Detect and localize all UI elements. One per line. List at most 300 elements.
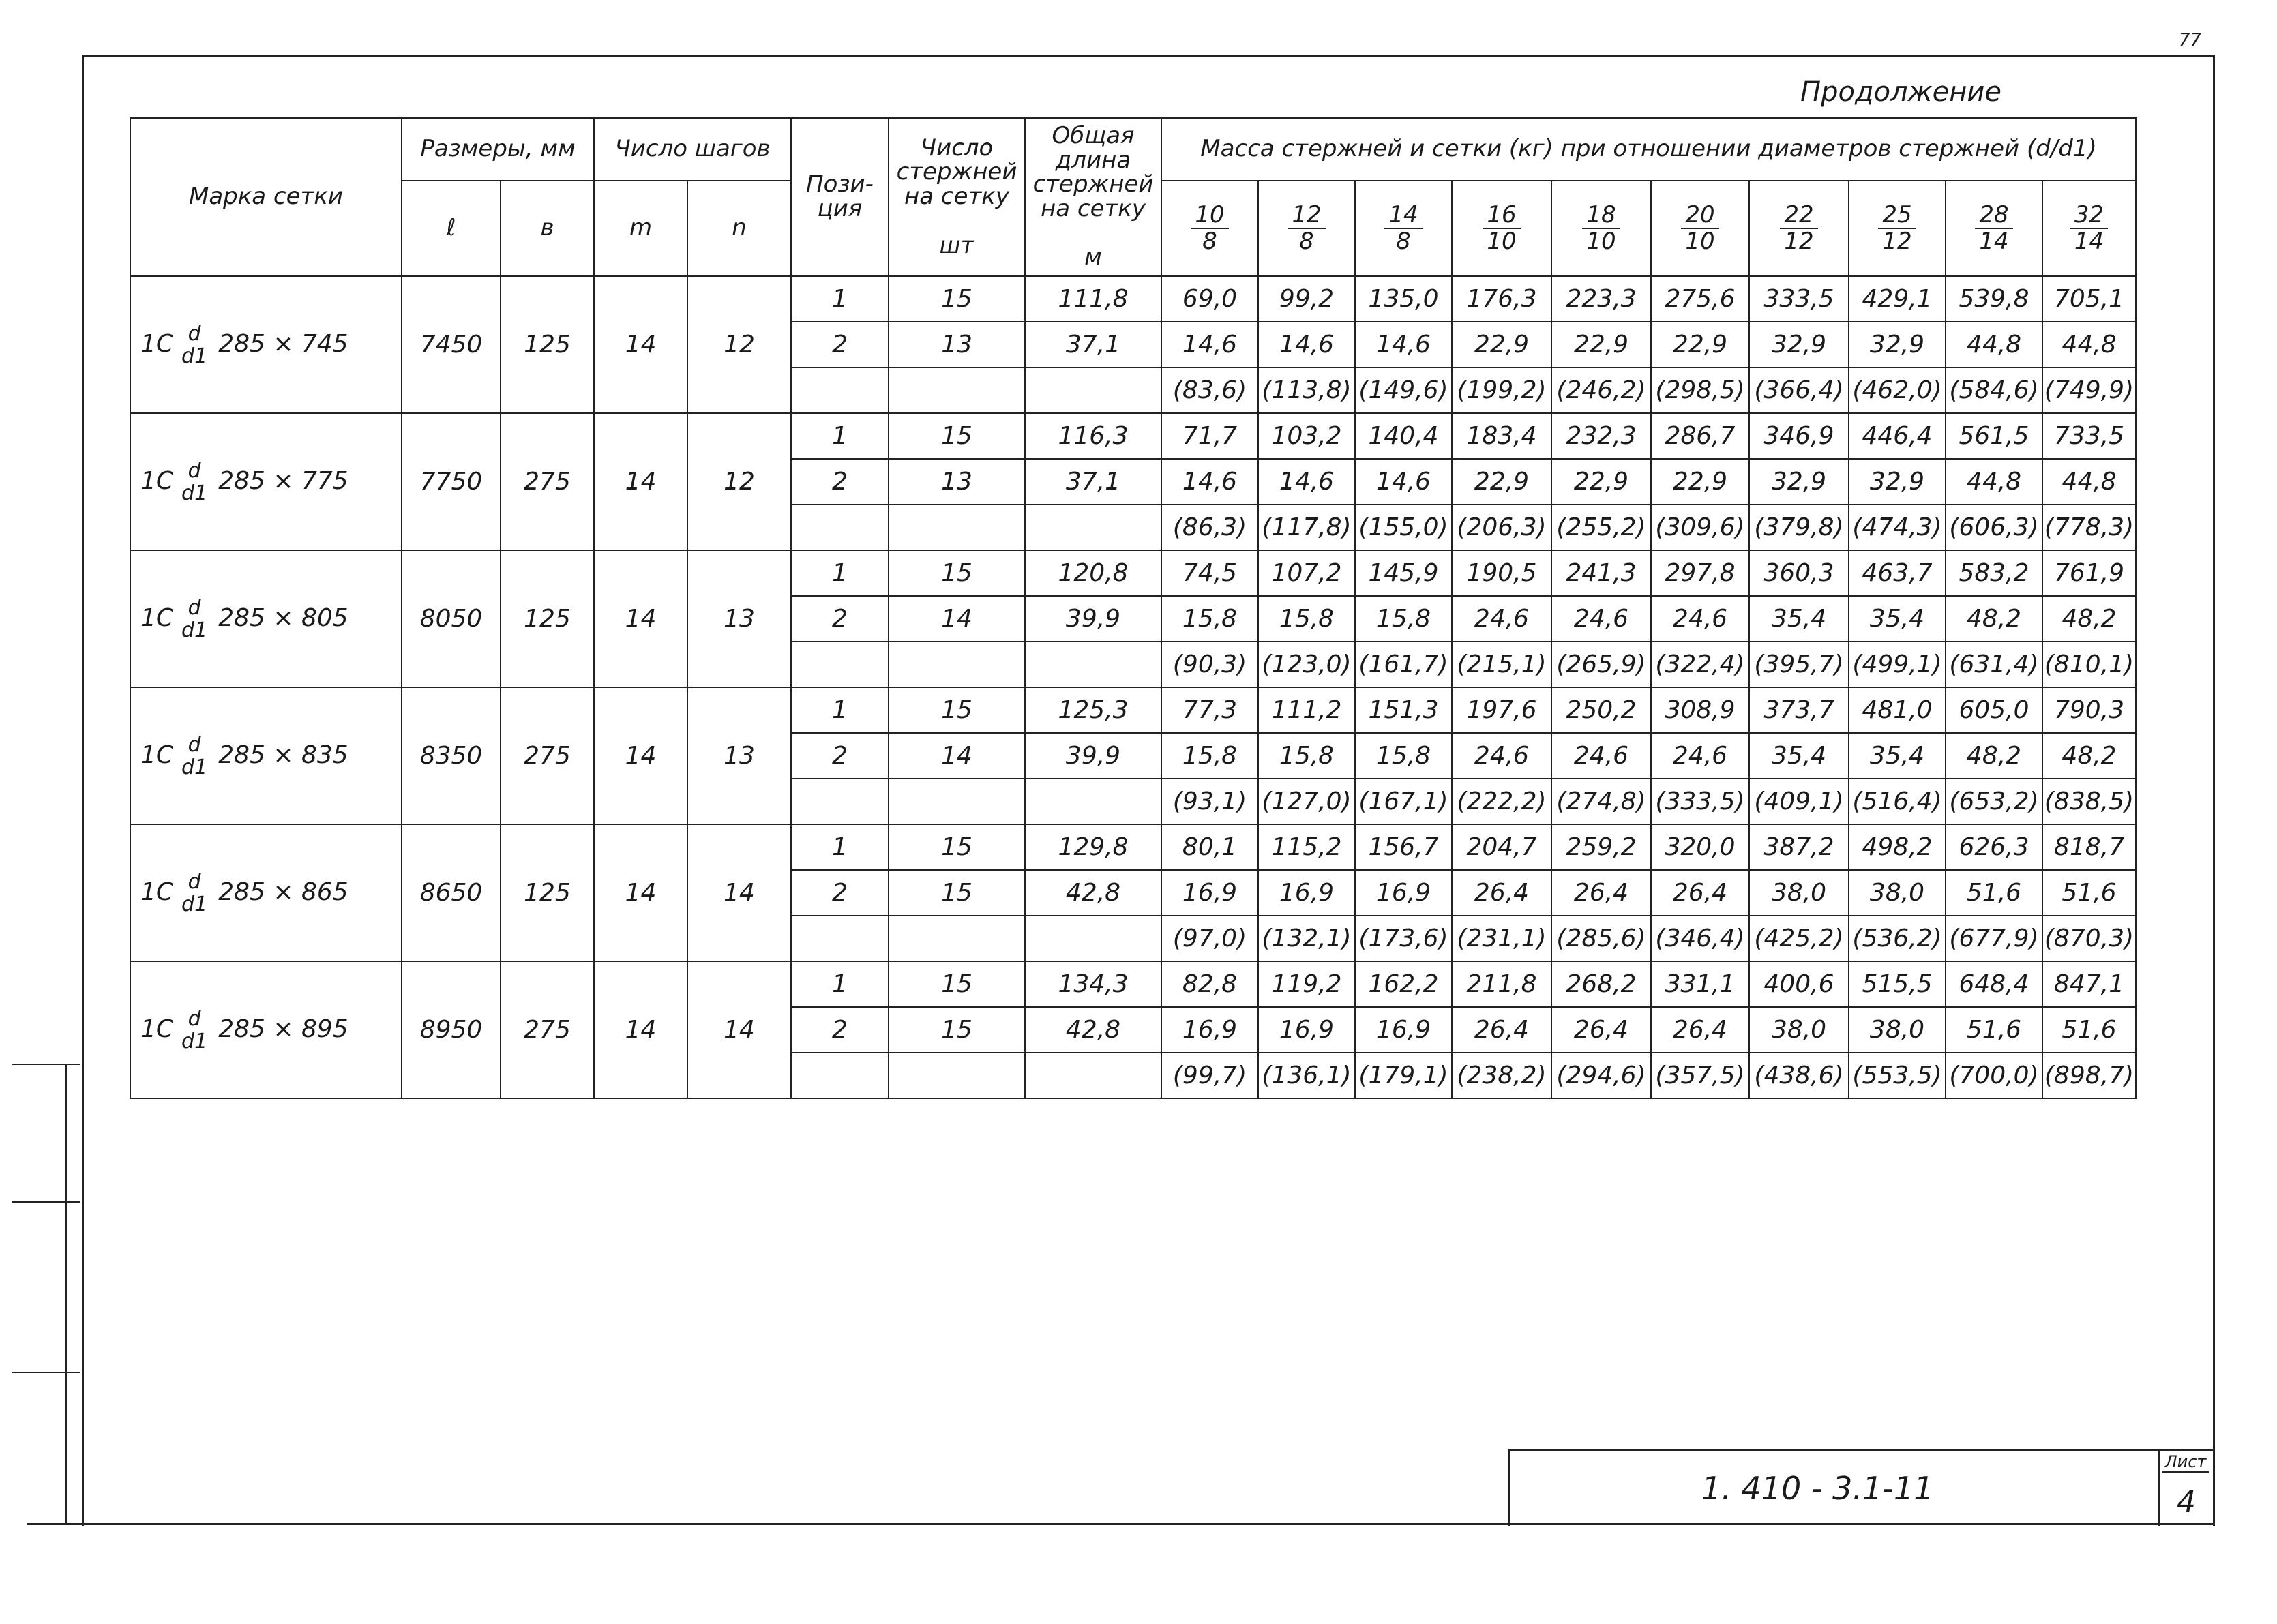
header-rods-unit: шт: [939, 231, 974, 259]
total-mass-cell: (113,8): [1258, 367, 1355, 413]
mass-cell: 320,0: [1651, 824, 1749, 870]
mass-cell: 38,0: [1849, 1007, 1946, 1053]
mass-cell: 297,8: [1651, 550, 1749, 596]
mass-cell: 481,0: [1849, 687, 1946, 733]
mass-cell: 14,6: [1161, 459, 1258, 505]
total-mass-cell: (199,2): [1452, 367, 1551, 413]
diameter-fraction: [177, 871, 211, 916]
table-row: [130, 961, 2136, 1007]
length-cell: 111,8: [1025, 276, 1161, 322]
total-mass-cell: (285,6): [1551, 916, 1651, 961]
ratio-fraction: [1582, 202, 1620, 255]
rods-count-cell: 15: [889, 550, 1025, 596]
total-mass-cell: (173,6): [1355, 916, 1452, 961]
position-cell: 2: [791, 1007, 889, 1053]
rods-count-cell: 14: [889, 733, 1025, 779]
mesh-mark: [130, 824, 402, 961]
length-cell: 42,8: [1025, 870, 1161, 916]
total-mass-cell: (536,2): [1849, 916, 1946, 961]
mesh-n: 12: [687, 276, 791, 413]
ratio-fraction: [1288, 202, 1325, 255]
mass-cell: 308,9: [1651, 687, 1749, 733]
mass-cell: 32,9: [1749, 322, 1849, 367]
mesh-l: 7750: [402, 413, 501, 550]
diameter-d1: d1: [181, 1029, 208, 1053]
header-ratio-9: [2042, 181, 2136, 276]
mass-cell: 14,6: [1258, 322, 1355, 367]
total-mass-cell: (132,1): [1258, 916, 1355, 961]
position-cell: 2: [791, 733, 889, 779]
mass-cell: 26,4: [1452, 870, 1551, 916]
mass-cell: 162,2: [1355, 961, 1452, 1007]
mass-cell: 135,0: [1355, 276, 1452, 322]
mass-cell: 626,3: [1946, 824, 2042, 870]
total-mass-cell: (255,2): [1551, 505, 1651, 550]
mesh-prefix: 1С: [140, 329, 174, 358]
mass-cell: 51,6: [2042, 1007, 2136, 1053]
table-row: [130, 687, 2136, 733]
mesh-mark: [130, 687, 402, 824]
ratio-denominator: 10: [1586, 228, 1616, 255]
mesh-b: 125: [501, 276, 594, 413]
ratio-fraction: [1191, 202, 1228, 255]
total-mass-cell: (215,1): [1452, 642, 1551, 687]
length-cell: 129,8: [1025, 824, 1161, 870]
mesh-mark: [130, 276, 402, 413]
mass-cell: 373,7: [1749, 687, 1849, 733]
mass-cell: 15,8: [1258, 596, 1355, 642]
header-ratio-8: [1946, 181, 2042, 276]
mass-cell: 268,2: [1551, 961, 1651, 1007]
mass-cell: 15,8: [1355, 596, 1452, 642]
total-mass-cell: (810,1): [2042, 642, 2136, 687]
mass-cell: 35,4: [1749, 733, 1849, 779]
side-strip-segment: [12, 1201, 80, 1203]
diameter-d: d: [188, 458, 201, 483]
mesh-dims: 285 × 895: [218, 1014, 348, 1043]
mass-cell: 463,7: [1849, 550, 1946, 596]
side-strip-segment: [12, 1372, 80, 1373]
total-mass-cell: (136,1): [1258, 1053, 1355, 1098]
position-cell: 2: [791, 870, 889, 916]
mass-cell: 331,1: [1651, 961, 1749, 1007]
total-mass-cell: (99,7): [1161, 1053, 1258, 1098]
rods-count-cell: 15: [889, 870, 1025, 916]
mass-cell: 204,7: [1452, 824, 1551, 870]
diameter-fraction: [177, 734, 211, 779]
ratio-numerator: 10: [1191, 202, 1228, 229]
mass-cell: 44,8: [2042, 459, 2136, 505]
empty-cell: [889, 916, 1025, 961]
ratio-denominator: 10: [1487, 228, 1517, 255]
ratio-numerator: 25: [1878, 202, 1916, 229]
sheet-box: [2158, 1451, 2213, 1526]
total-mass-cell: (206,3): [1452, 505, 1551, 550]
total-mass-cell: (309,6): [1651, 505, 1749, 550]
drawing-code: 1. 410 - 3.1-11: [1701, 1470, 1934, 1507]
mass-cell: 26,4: [1551, 1007, 1651, 1053]
mass-cell: 259,2: [1551, 824, 1651, 870]
mass-cell: 119,2: [1258, 961, 1355, 1007]
total-mass-cell: (631,4): [1946, 642, 2042, 687]
total-mass-cell: (499,1): [1849, 642, 1946, 687]
mesh-prefix: 1С: [140, 603, 174, 632]
ratio-numerator: 14: [1384, 202, 1422, 229]
mesh-l: 8650: [402, 824, 501, 961]
total-mass-cell: (90,3): [1161, 642, 1258, 687]
ratio-numerator: 16: [1483, 202, 1520, 229]
mesh-b: 125: [501, 550, 594, 687]
empty-cell: [1025, 916, 1161, 961]
total-mass-cell: (127,0): [1258, 779, 1355, 824]
mesh-n: 14: [687, 961, 791, 1098]
diameter-d1: d1: [181, 892, 208, 916]
mass-cell: 818,7: [2042, 824, 2136, 870]
ratio-numerator: 18: [1582, 202, 1620, 229]
mass-cell: 705,1: [2042, 276, 2136, 322]
total-mass-cell: (97,0): [1161, 916, 1258, 961]
rods-count-cell: 13: [889, 322, 1025, 367]
mass-cell: 48,2: [2042, 733, 2136, 779]
mass-cell: 176,3: [1452, 276, 1551, 322]
empty-cell: [791, 916, 889, 961]
mass-cell: 605,0: [1946, 687, 2042, 733]
mass-cell: 183,4: [1452, 413, 1551, 459]
mass-cell: 346,9: [1749, 413, 1849, 459]
mass-cell: 32,9: [1849, 459, 1946, 505]
length-cell: 125,3: [1025, 687, 1161, 733]
mass-cell: 24,6: [1651, 733, 1749, 779]
table-row: [130, 276, 2136, 322]
mass-cell: 250,2: [1551, 687, 1651, 733]
total-mass-cell: (346,4): [1651, 916, 1749, 961]
header-ratio-4: [1551, 181, 1651, 276]
ratio-denominator: 10: [1685, 228, 1715, 255]
empty-cell: [1025, 779, 1161, 824]
length-cell: 37,1: [1025, 459, 1161, 505]
mass-cell: 22,9: [1551, 459, 1651, 505]
total-mass-cell: (333,5): [1651, 779, 1749, 824]
mass-cell: 48,2: [1946, 596, 2042, 642]
header-size-l: ℓ: [402, 181, 501, 276]
total-mass-cell: (778,3): [2042, 505, 2136, 550]
empty-cell: [889, 505, 1025, 550]
mass-cell: 583,2: [1946, 550, 2042, 596]
rods-count-cell: 15: [889, 824, 1025, 870]
header-steps-m: m: [594, 181, 687, 276]
mesh-l: 8050: [402, 550, 501, 687]
total-mass-cell: (246,2): [1551, 367, 1651, 413]
sheet-label: Лист: [2162, 1452, 2209, 1473]
mesh-prefix: 1С: [140, 1014, 174, 1043]
total-mass-cell: (83,6): [1161, 367, 1258, 413]
rods-count-cell: 14: [889, 596, 1025, 642]
total-mass-cell: (274,8): [1551, 779, 1651, 824]
mass-cell: 515,5: [1849, 961, 1946, 1007]
ratio-numerator: 22: [1780, 202, 1817, 229]
mass-cell: 498,2: [1849, 824, 1946, 870]
diameter-fraction: [177, 460, 211, 505]
mesh-n: 13: [687, 687, 791, 824]
header-total-length: [1025, 118, 1161, 276]
rods-count-cell: 15: [889, 413, 1025, 459]
mass-cell: 15,8: [1355, 733, 1452, 779]
header-steps: Число шагов: [594, 118, 791, 181]
mass-cell: 74,5: [1161, 550, 1258, 596]
mass-cell: 197,6: [1452, 687, 1551, 733]
position-cell: 2: [791, 459, 889, 505]
diameter-d: d: [188, 1006, 201, 1031]
mass-cell: 648,4: [1946, 961, 2042, 1007]
total-mass-cell: (155,0): [1355, 505, 1452, 550]
mass-cell: 140,4: [1355, 413, 1452, 459]
mass-cell: 286,7: [1651, 413, 1749, 459]
mesh-m: 14: [594, 413, 687, 550]
mass-cell: 22,9: [1651, 322, 1749, 367]
mesh-m: 14: [594, 824, 687, 961]
total-mass-cell: (179,1): [1355, 1053, 1452, 1098]
header-ratio-2: [1355, 181, 1452, 276]
total-mass-cell: (86,3): [1161, 505, 1258, 550]
mass-cell: 38,0: [1749, 870, 1849, 916]
mass-cell: 16,9: [1355, 1007, 1452, 1053]
mass-cell: 761,9: [2042, 550, 2136, 596]
length-cell: 116,3: [1025, 413, 1161, 459]
position-cell: 1: [791, 961, 889, 1007]
header-mass: Масса стержней и сетки (кг) при отношении диаметров стержней (d/d1): [1161, 118, 2136, 181]
total-mass-cell: (584,6): [1946, 367, 2042, 413]
mesh-b: 125: [501, 824, 594, 961]
mass-cell: 360,3: [1749, 550, 1849, 596]
mass-cell: 26,4: [1651, 870, 1749, 916]
mass-cell: 69,0: [1161, 276, 1258, 322]
empty-cell: [791, 642, 889, 687]
header-rods-count-label: Число стержней на сетку: [896, 134, 1017, 211]
mass-cell: 156,7: [1355, 824, 1452, 870]
mesh-prefix: 1С: [140, 877, 174, 906]
mesh-mark: [130, 961, 402, 1098]
mass-cell: 24,6: [1551, 733, 1651, 779]
diameter-d: d: [188, 869, 201, 894]
mesh-l: 7450: [402, 276, 501, 413]
total-mass-cell: (474,3): [1849, 505, 1946, 550]
position-cell: 2: [791, 322, 889, 367]
mass-cell: 15,8: [1161, 596, 1258, 642]
length-cell: 120,8: [1025, 550, 1161, 596]
ratio-numerator: 12: [1288, 202, 1325, 229]
total-mass-cell: (238,2): [1452, 1053, 1551, 1098]
total-mass-cell: (322,4): [1651, 642, 1749, 687]
ratio-fraction: [1681, 202, 1718, 255]
total-mass-cell: (870,3): [2042, 916, 2136, 961]
total-mass-cell: (438,6): [1749, 1053, 1849, 1098]
mesh-n: 13: [687, 550, 791, 687]
mass-cell: 51,6: [2042, 870, 2136, 916]
mesh-dims: 285 × 835: [218, 740, 348, 769]
mass-cell: 35,4: [1749, 596, 1849, 642]
sheet-number: 4: [2177, 1485, 2196, 1520]
side-stamp-strip: [12, 1064, 80, 1525]
length-cell: 37,1: [1025, 322, 1161, 367]
mass-cell: 38,0: [1849, 870, 1946, 916]
total-mass-cell: (379,8): [1749, 505, 1849, 550]
header-position: Пози- ция: [791, 118, 889, 276]
total-mass-cell: (606,3): [1946, 505, 2042, 550]
mass-cell: 51,6: [1946, 870, 2042, 916]
empty-cell: [1025, 642, 1161, 687]
total-mass-cell: (294,6): [1551, 1053, 1651, 1098]
mass-cell: 733,5: [2042, 413, 2136, 459]
ratio-denominator: 14: [1979, 228, 2009, 255]
mass-cell: 333,5: [1749, 276, 1849, 322]
mass-cell: 539,8: [1946, 276, 2042, 322]
mass-cell: 223,3: [1551, 276, 1651, 322]
diameter-d: d: [188, 732, 201, 757]
mass-cell: 80,1: [1161, 824, 1258, 870]
mass-cell: 26,4: [1651, 1007, 1749, 1053]
diameter-d1: d1: [181, 755, 208, 779]
diameter-d: d: [188, 595, 201, 620]
mesh-prefix: 1С: [140, 740, 174, 769]
mass-cell: 387,2: [1749, 824, 1849, 870]
total-mass-cell: (462,0): [1849, 367, 1946, 413]
mass-cell: 24,6: [1452, 596, 1551, 642]
empty-cell: [791, 779, 889, 824]
ratio-denominator: 12: [1784, 228, 1814, 255]
total-mass-cell: (222,2): [1452, 779, 1551, 824]
side-strip-divider: [65, 1065, 67, 1525]
mass-cell: 145,9: [1355, 550, 1452, 596]
header-ratio-3: [1452, 181, 1551, 276]
header-ratio-0: [1161, 181, 1258, 276]
mass-cell: 14,6: [1355, 322, 1452, 367]
total-mass-cell: (265,9): [1551, 642, 1651, 687]
mass-cell: 115,2: [1258, 824, 1355, 870]
mass-cell: 103,2: [1258, 413, 1355, 459]
total-mass-cell: (516,4): [1849, 779, 1946, 824]
ratio-numerator: 20: [1681, 202, 1718, 229]
mass-cell: 22,9: [1452, 322, 1551, 367]
rods-count-cell: 13: [889, 459, 1025, 505]
mass-cell: 24,6: [1551, 596, 1651, 642]
mesh-m: 14: [594, 961, 687, 1098]
table-row: [130, 824, 2136, 870]
rods-count-cell: 15: [889, 1007, 1025, 1053]
mesh-dims: 285 × 865: [218, 877, 348, 906]
mesh-prefix: 1С: [140, 466, 174, 495]
mass-cell: 44,8: [1946, 459, 2042, 505]
diameter-d1: d1: [181, 344, 208, 368]
total-mass-cell: (149,6): [1355, 367, 1452, 413]
mass-cell: 38,0: [1749, 1007, 1849, 1053]
mass-cell: 16,9: [1258, 870, 1355, 916]
mesh-m: 14: [594, 550, 687, 687]
total-mass-cell: (231,1): [1452, 916, 1551, 961]
ratio-fraction: [1483, 202, 1520, 255]
position-cell: 2: [791, 596, 889, 642]
total-mass-cell: (357,5): [1651, 1053, 1749, 1098]
mass-cell: 16,9: [1258, 1007, 1355, 1053]
mass-cell: 71,7: [1161, 413, 1258, 459]
empty-cell: [791, 505, 889, 550]
mass-cell: 35,4: [1849, 596, 1946, 642]
mass-cell: 211,8: [1452, 961, 1551, 1007]
header-rods-count: [889, 118, 1025, 276]
header-ratio-1: [1258, 181, 1355, 276]
length-cell: 39,9: [1025, 596, 1161, 642]
mass-cell: 151,3: [1355, 687, 1452, 733]
total-mass-cell: (93,1): [1161, 779, 1258, 824]
mass-cell: 190,5: [1452, 550, 1551, 596]
mass-cell: 232,3: [1551, 413, 1651, 459]
table-row: [130, 550, 2136, 596]
mesh-l: 8350: [402, 687, 501, 824]
mass-cell: 48,2: [1946, 733, 2042, 779]
ratio-denominator: 8: [1202, 228, 1217, 255]
empty-cell: [1025, 367, 1161, 413]
diameter-d: d: [188, 321, 201, 346]
mesh-m: 14: [594, 276, 687, 413]
mass-cell: 16,9: [1355, 870, 1452, 916]
mass-cell: 790,3: [2042, 687, 2136, 733]
total-mass-cell: (409,1): [1749, 779, 1849, 824]
mesh-mark: [130, 413, 402, 550]
mass-cell: 15,8: [1161, 733, 1258, 779]
header-ratio-7: [1849, 181, 1946, 276]
total-mass-cell: (700,0): [1946, 1053, 2042, 1098]
mass-cell: 48,2: [2042, 596, 2136, 642]
mesh-dims: 285 × 745: [218, 329, 348, 358]
total-mass-cell: (161,7): [1355, 642, 1452, 687]
total-mass-cell: (366,4): [1749, 367, 1849, 413]
continuation-title: Продолжение: [1800, 76, 2002, 108]
mass-cell: 32,9: [1849, 322, 1946, 367]
ratio-denominator: 8: [1299, 228, 1314, 255]
mass-cell: 22,9: [1651, 459, 1749, 505]
mesh-b: 275: [501, 413, 594, 550]
mesh-b: 275: [501, 687, 594, 824]
mass-cell: 847,1: [2042, 961, 2136, 1007]
mass-cell: 16,9: [1161, 870, 1258, 916]
mass-cell: 44,8: [1946, 322, 2042, 367]
mesh-l: 8950: [402, 961, 501, 1098]
mass-cell: 22,9: [1452, 459, 1551, 505]
empty-cell: [791, 1053, 889, 1098]
header-size-b: в: [501, 181, 594, 276]
mass-cell: 22,9: [1551, 322, 1651, 367]
diameter-fraction: [177, 322, 211, 367]
total-mass-cell: (298,5): [1651, 367, 1749, 413]
empty-cell: [889, 779, 1025, 824]
position-cell: 1: [791, 687, 889, 733]
mesh-m: 14: [594, 687, 687, 824]
length-cell: 42,8: [1025, 1007, 1161, 1053]
mass-cell: 44,8: [2042, 322, 2136, 367]
mass-cell: 275,6: [1651, 276, 1749, 322]
mass-cell: 26,4: [1452, 1007, 1551, 1053]
diameter-fraction: [177, 597, 211, 642]
rods-count-cell: 15: [889, 687, 1025, 733]
mass-cell: 26,4: [1551, 870, 1651, 916]
mass-cell: 429,1: [1849, 276, 1946, 322]
diameter-d1: d1: [181, 618, 208, 642]
ratio-fraction: [1878, 202, 1916, 255]
empty-cell: [1025, 505, 1161, 550]
mass-cell: 16,9: [1161, 1007, 1258, 1053]
mass-cell: 99,2: [1258, 276, 1355, 322]
position-cell: 1: [791, 276, 889, 322]
total-mass-cell: (749,9): [2042, 367, 2136, 413]
